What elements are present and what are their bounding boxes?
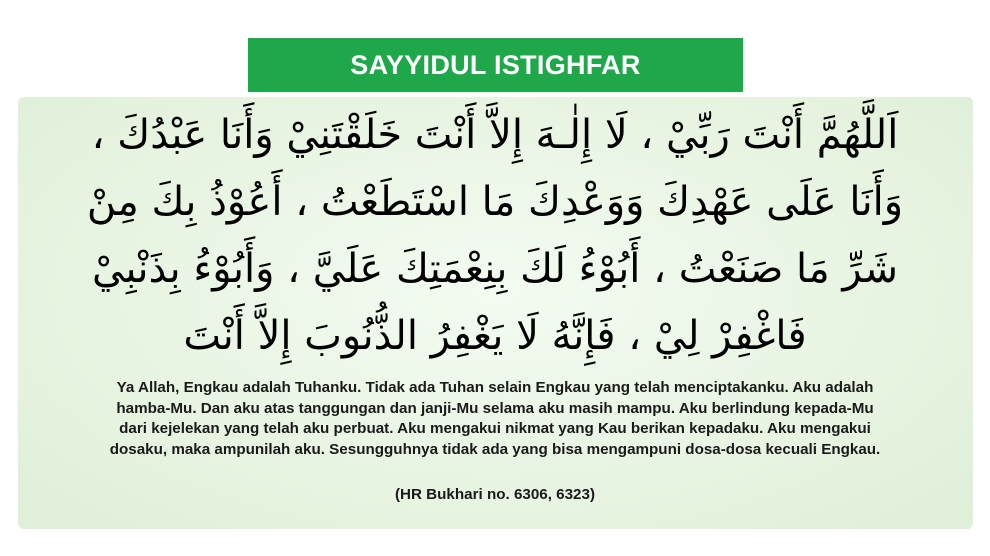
translation-line: dari kejelekan yang telah aku perbuat. Aku mengakui nikmat yang Kau berikan kepadaku. Aku mengakui — [119, 420, 871, 437]
arabic-line: فَاغْفِرْ لِيْ ، فَإِنَّهُ لَا يَغْفِرُ الذُّنُوبَ إِلاَّ أَنْتَ — [183, 313, 807, 359]
page-title: SAYYIDUL ISTIGHFAR — [350, 49, 641, 80]
translation-line: Ya Allah, Engkau adalah Tuhanku. Tidak ada Tuhan selain Engkau yang telah menciptakanku. Aku adalah — [116, 379, 874, 396]
translation-line: dosaku, maka ampunilah aku. Sesungguhnya tidak ada yang bisa mengampuni dosa-dosa kecuali Engkau. — [109, 440, 881, 458]
title-banner — [248, 38, 743, 92]
arabic-prayer-text — [22, 102, 968, 372]
arabic-line: اَللَّهُمَّ أَنْتَ رَبِّيْ ، لَا إِلٰـهَ إِلاَّ أَنْتَ خَلَقْتَنِيْ وَأَنَا عَبْدُكَ ، — [91, 112, 899, 158]
arabic-line: شَرِّ مَا صَنَعْتُ ، أَبُوْءُ لَكَ بِنِعْمَتِكَ عَلَيَّ ، وَأَبُوْءُ بِذَنْبِيْ — [92, 246, 898, 292]
translation-line: hamba-Mu. Dan aku atas tanggungan dan janji-Mu selama aku masih mampu. Aku berlindung kepada-Mu — [116, 399, 874, 417]
arabic-line: وَأَنَا عَلَى عَهْدِكَ وَوَعْدِكَ مَا اسْتَطَعْتُ ، أَعُوْذُ بِكَ مِنْ — [86, 179, 904, 225]
hadith-source: (HR Bukhari no. 6306, 6323) — [394, 486, 596, 503]
translation-text — [28, 378, 962, 460]
